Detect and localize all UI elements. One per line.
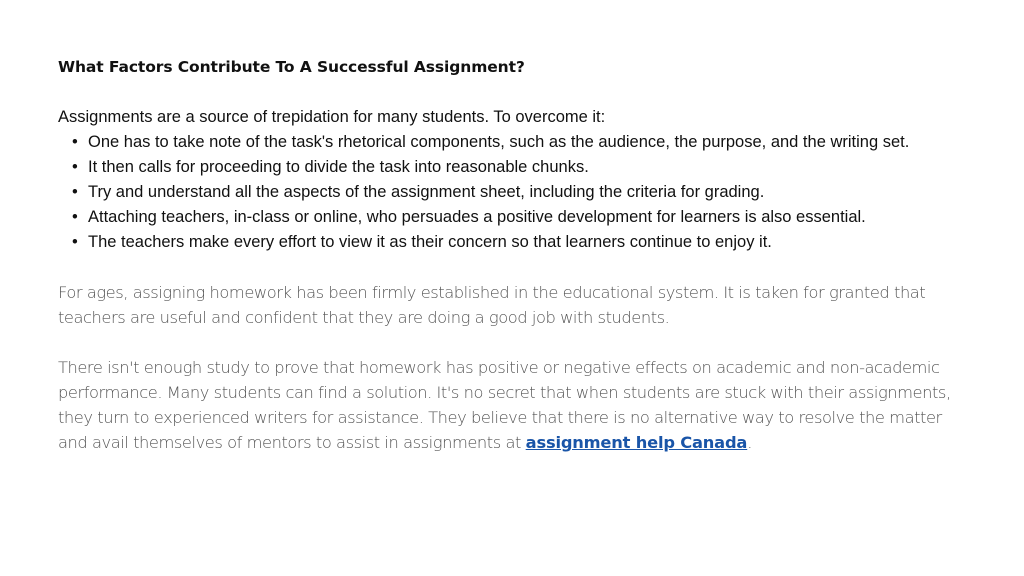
list-item-text: The teachers make every effort to view it as their concern so that learners continue to enjoy it. <box>88 233 772 251</box>
list-item <box>58 180 968 205</box>
bullet-icon: • <box>72 158 78 176</box>
paragraph-homework-history: For ages, assigning homework has been firmly established in the educational system. It is taken for granted that teachers are useful and confident that they are doing a good job with students. <box>58 283 926 327</box>
bullet-icon: • <box>72 133 78 151</box>
bullet-list <box>58 130 968 255</box>
article-heading: What Factors Contribute To A Successful Assignment? <box>58 58 525 76</box>
bullet-icon: • <box>72 233 78 251</box>
list-item <box>58 155 968 180</box>
bullet-icon: • <box>72 208 78 226</box>
paragraph-end: . <box>747 433 752 452</box>
list-item-text: Try and understand all the aspects of the assignment sheet, including the criteria for grading. <box>88 183 765 201</box>
list-item <box>58 230 968 255</box>
list-item-text: It then calls for proceeding to divide the task into reasonable chunks. <box>88 158 589 176</box>
paragraph-homework-effects <box>58 355 968 455</box>
list-item-text: One has to take note of the task's rhetorical components, such as the audience, the purpose, and the writing set. <box>88 133 910 151</box>
article <box>58 55 968 455</box>
paragraph-text: There isn't enough study to prove that homework has positive or negative effects on academic and non-academic performance. Many students can find a solution. It's no secret that when students are stuck with their assignments, they turn to experienced writers for assistance. They believe that there is no alternative way to resolve the matter and avail themselves of mentors to assist in assignments at <box>58 358 951 452</box>
list-item-text: Attaching teachers, in-class or online, who persuades a positive development for learners is also essential. <box>88 208 866 226</box>
list-item <box>58 130 968 155</box>
assignment-help-link[interactable]: assignment help Canada <box>525 433 748 452</box>
intro-text: Assignments are a source of trepidation for many students. To overcome it: <box>58 108 606 126</box>
list-item <box>58 205 968 230</box>
bullet-icon: • <box>72 183 78 201</box>
